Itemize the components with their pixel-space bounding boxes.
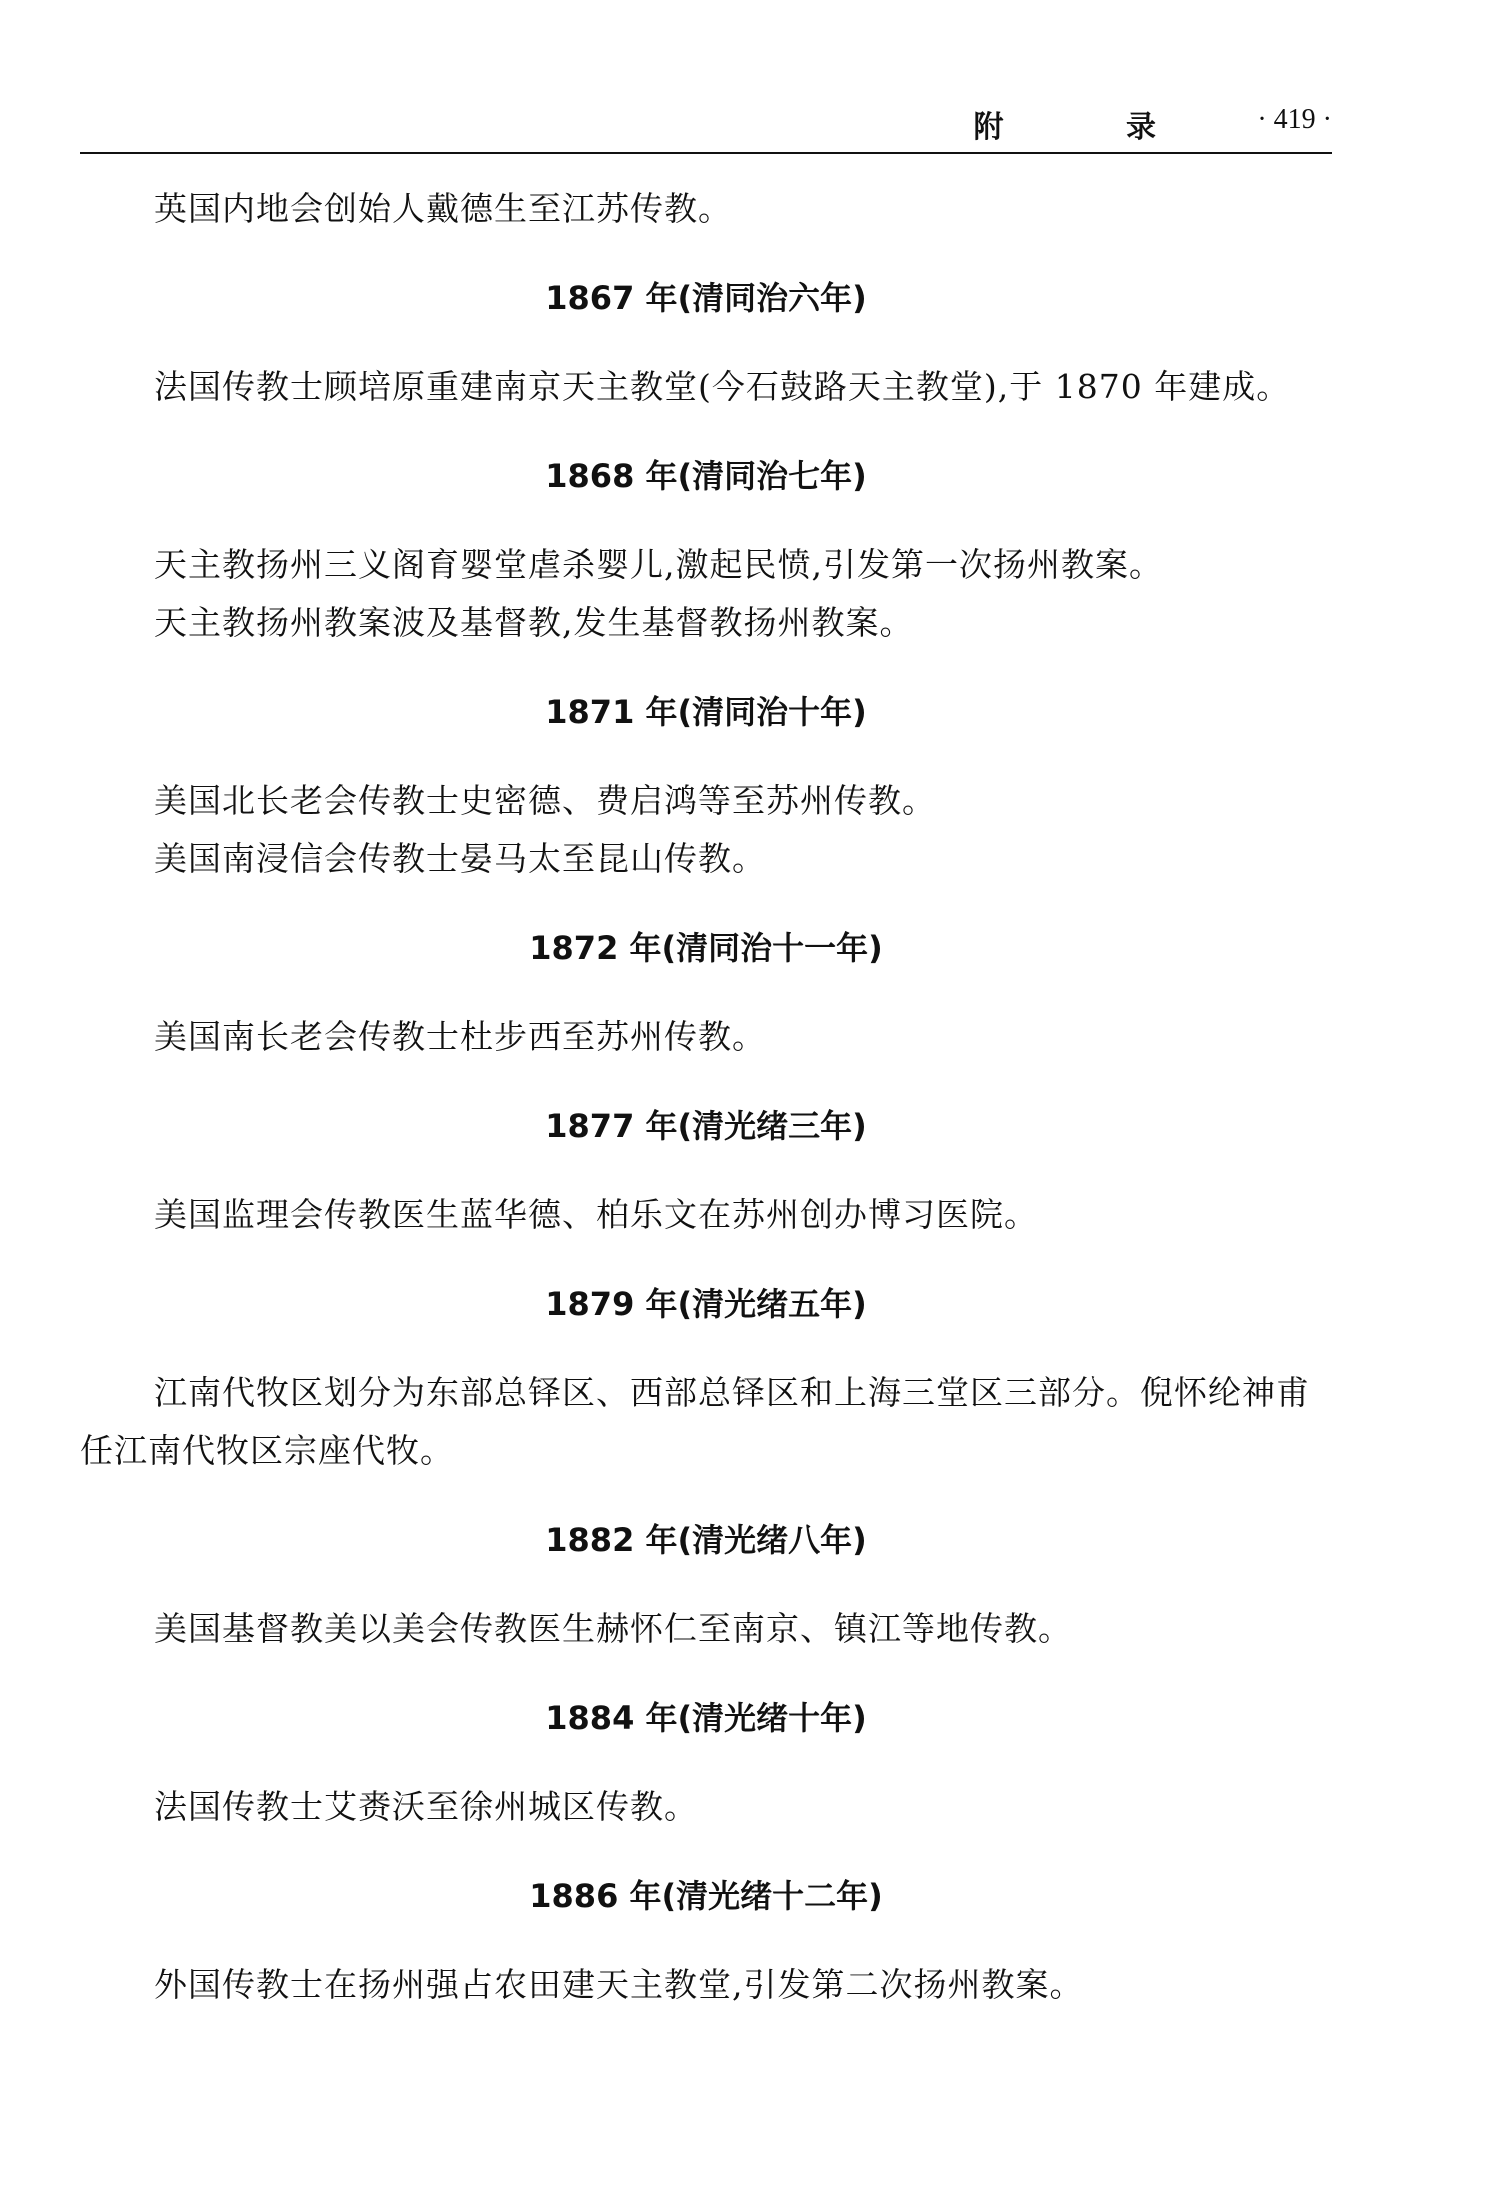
year-heading: 1871 年(清同治十年) bbox=[545, 693, 867, 731]
page-number: · 419 · bbox=[1257, 104, 1332, 135]
year-heading: 1872 年(清同治十一年) bbox=[529, 929, 883, 967]
year-heading: 1879 年(清光绪五年) bbox=[545, 1285, 867, 1323]
entry-paragraph: 美国监理会传教医生蓝华德、柏乐文在苏州创办博习医院。 bbox=[154, 1195, 1038, 1234]
entry-1877 bbox=[80, 1096, 1332, 1244]
year-heading: 1877 年(清光绪三年) bbox=[545, 1107, 867, 1145]
entry-1886 bbox=[80, 1866, 1332, 2014]
entry-1867 bbox=[80, 268, 1332, 416]
entry-paragraph: 美国南浸信会传教士晏马太至昆山传教。 bbox=[154, 839, 766, 878]
entry-paragraph: 法国传教士顾培原重建南京天主教堂(今石鼓路天主教堂),于 1870 年建成。 bbox=[154, 367, 1291, 406]
page-body bbox=[80, 180, 1332, 2014]
entry-1871 bbox=[80, 682, 1332, 888]
header-rule bbox=[80, 152, 1332, 154]
entry-paragraph: 美国南长老会传教士杜步西至苏州传教。 bbox=[154, 1017, 766, 1056]
section-label: 附 录 bbox=[973, 110, 1212, 145]
year-heading: 1882 年(清光绪八年) bbox=[545, 1521, 867, 1559]
entry-paragraph: 法国传教士艾赉沃至徐州城区传教。 bbox=[154, 1787, 698, 1826]
entry-paragraph: 外国传教士在扬州强占农田建天主教堂,引发第二次扬州教案。 bbox=[154, 1965, 1084, 2004]
intro-paragraph: 英国内地会创始人戴德生至江苏传教。 bbox=[154, 189, 732, 228]
entry-paragraph: 天主教扬州教案波及基督教,发生基督教扬州教案。 bbox=[154, 603, 914, 642]
entry-paragraph: 天主教扬州三义阁育婴堂虐杀婴儿,激起民愤,引发第一次扬州教案。 bbox=[154, 545, 1163, 584]
entry-1879 bbox=[80, 1274, 1332, 1480]
year-heading: 1884 年(清光绪十年) bbox=[545, 1699, 867, 1737]
entry-paragraph: 美国北长老会传教士史密德、费启鸿等至苏州传教。 bbox=[154, 781, 936, 820]
entry-1868 bbox=[80, 446, 1332, 652]
entry-1872 bbox=[80, 918, 1332, 1066]
running-header bbox=[80, 96, 1332, 146]
year-heading: 1867 年(清同治六年) bbox=[545, 279, 867, 317]
entry-1882 bbox=[80, 1510, 1332, 1658]
entry-paragraph: 江南代牧区划分为东部总铎区、西部总铎区和上海三堂区三部分。倪怀纶神甫任江南代牧区宗座代牧。 bbox=[80, 1373, 1310, 1470]
year-heading: 1886 年(清光绪十二年) bbox=[529, 1877, 883, 1915]
year-heading: 1868 年(清同治七年) bbox=[545, 457, 867, 495]
entry-paragraph: 美国基督教美以美会传教医生赫怀仁至南京、镇江等地传教。 bbox=[154, 1609, 1072, 1648]
entry-1884 bbox=[80, 1688, 1332, 1836]
